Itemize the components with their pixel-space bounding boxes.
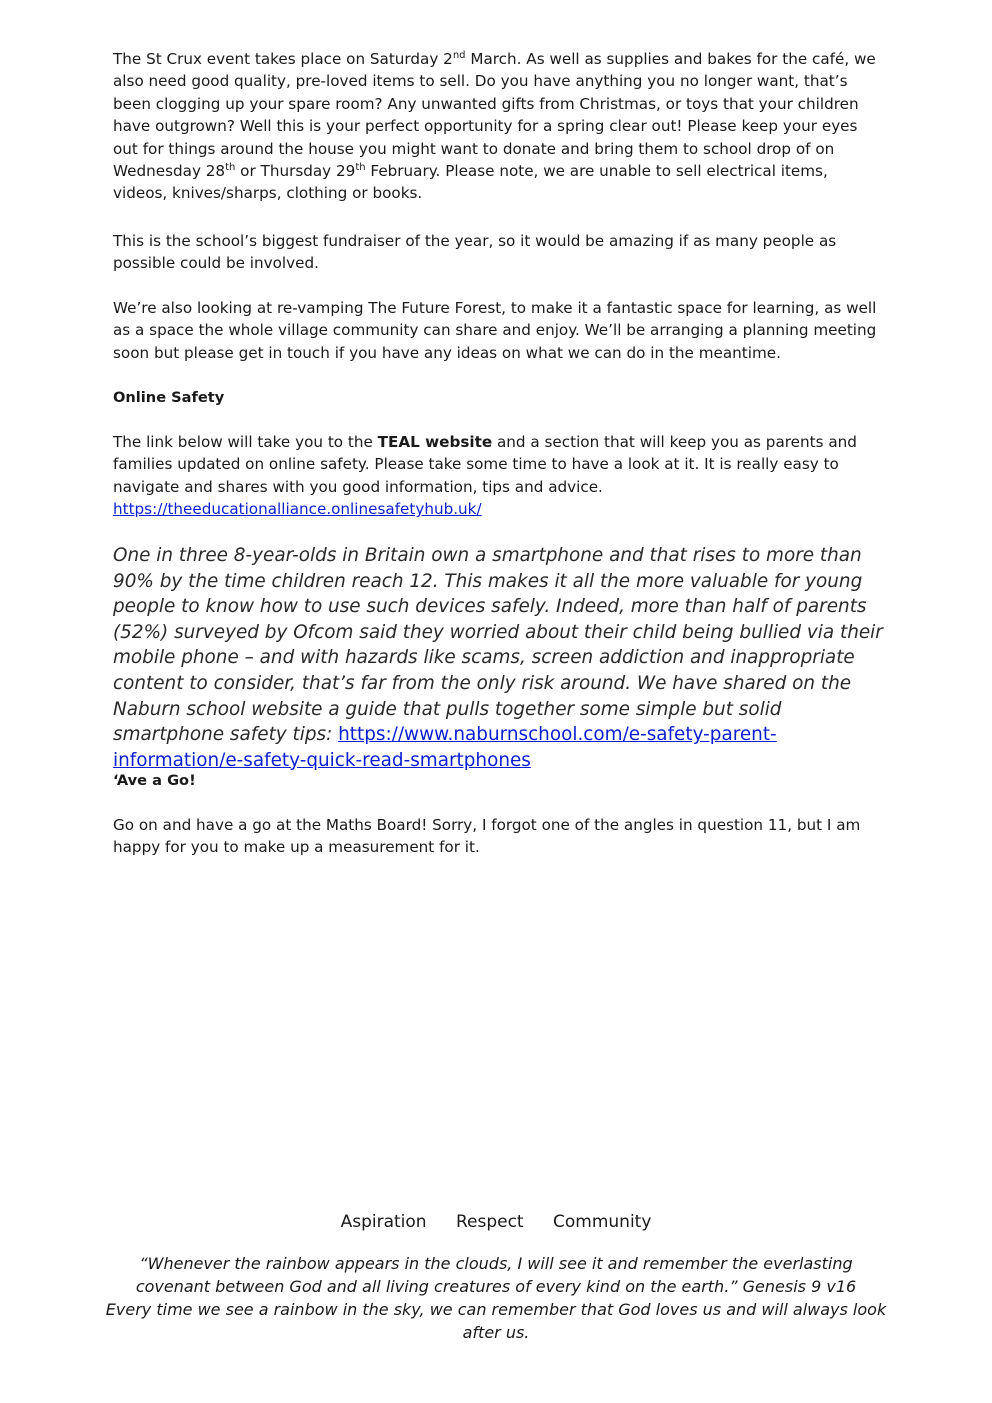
superscript-th-1: th xyxy=(225,162,236,174)
future-forest-paragraph xyxy=(113,297,883,364)
ave-a-go-heading: ‘Ave a Go! xyxy=(113,772,196,789)
st-crux-text-d: February. Please note, we are unable to sell electrical items, videos, knives/sharps, clothing or books. xyxy=(113,162,828,203)
rainbow-message: Every time we see a rainbow in the sky, we can remember that God loves us and will always look after us. xyxy=(105,1300,887,1342)
ave-a-go-text: Go on and have a go at the Maths Board! Sorry, I forgot one of the angles in question 11, but I am happy for you to make up a measurement for it. xyxy=(113,816,861,857)
future-forest-text: We’re also looking at re-vamping The Future Forest, to make it a fantastic space for learning, as well as a space the whole village community can share and enjoy. We’ll be arranging a planning meeting soon but please get in touch if you have any ideas on what we can do in the meantime. xyxy=(113,299,877,362)
st-crux-paragraph xyxy=(113,48,883,205)
st-crux-text-c: or Thursday 29 xyxy=(235,162,356,181)
superscript-nd: nd xyxy=(452,50,466,61)
genesis-verse: “Whenever the rainbow appears in the clouds, I will see it and remember the everlasting covenant between God and all living creatures of every kind on the earth.” Genesis 9 v16 xyxy=(135,1254,857,1296)
naburn-smartphone-guide-link[interactable]: https://www.naburnschool.com/e-safety-parent-information/e-safety-quick-read-smartphones xyxy=(113,724,777,771)
value-aspiration: Aspiration xyxy=(340,1212,427,1232)
online-safety-paragraph xyxy=(113,431,883,521)
value-respect: Respect xyxy=(455,1212,524,1232)
fundraiser-text: This is the school’s biggest fundraiser of the year, so it would be amazing if as many people as possible could be involved. xyxy=(113,232,837,273)
online-safety-hub-link[interactable]: https://theeducationalliance.onlinesafetyhub.uk/ xyxy=(113,500,482,519)
value-community: Community xyxy=(553,1212,652,1232)
online-safety-heading: Online Safety xyxy=(113,389,225,406)
ave-a-go-paragraph xyxy=(113,814,883,859)
online-safety-text-a: The link below will take you to the xyxy=(113,433,378,451)
online-safety-text-b: and a section that will keep you as parents and families updated on online safety. Please take some time to have a look at it. It is really easy to navigate and shares with you good information, tips and advice. xyxy=(113,433,857,496)
superscript-th-2: th xyxy=(355,162,366,174)
smartphone-safety-quote xyxy=(113,543,883,773)
st-crux-text-b: March. As well as supplies and bakes for the café, we also need good quality, pre-loved items to sell. Do you have anything you no longer want, that’s been clogging up your spare room? Any unwanted gifts from Christmas, or toys that your children have outgrown? Well this is your perfect opportunity for a spring clear out! Please keep your eyes out for things around the house you might want to donate and bring them to school drop of on Wednesday 28 xyxy=(113,50,876,181)
teal-website-bold: TEAL website xyxy=(377,433,493,451)
school-values xyxy=(100,1212,892,1232)
st-crux-text-a: The St Crux event takes place on Saturday 2 xyxy=(113,50,453,68)
smartphone-quote-text: One in three 8-year-olds in Britain own a smartphone and that rises to more than 90% by the time children reach 12. This makes it all the more valuable for young people to know how to use such devices safely. Indeed, more than half of parents (52%) surveyed by Ofcom said they worried about their child being bullied via their mobile phone – and with hazards like scams, screen addiction and inappropriate content to consider, that’s far from the only risk around. We have shared on the Naburn school website a guide that pulls together some simple but solid smartphone safety tips: xyxy=(113,545,883,746)
footer-verse-block xyxy=(100,1252,892,1344)
fundraiser-paragraph xyxy=(113,230,883,275)
